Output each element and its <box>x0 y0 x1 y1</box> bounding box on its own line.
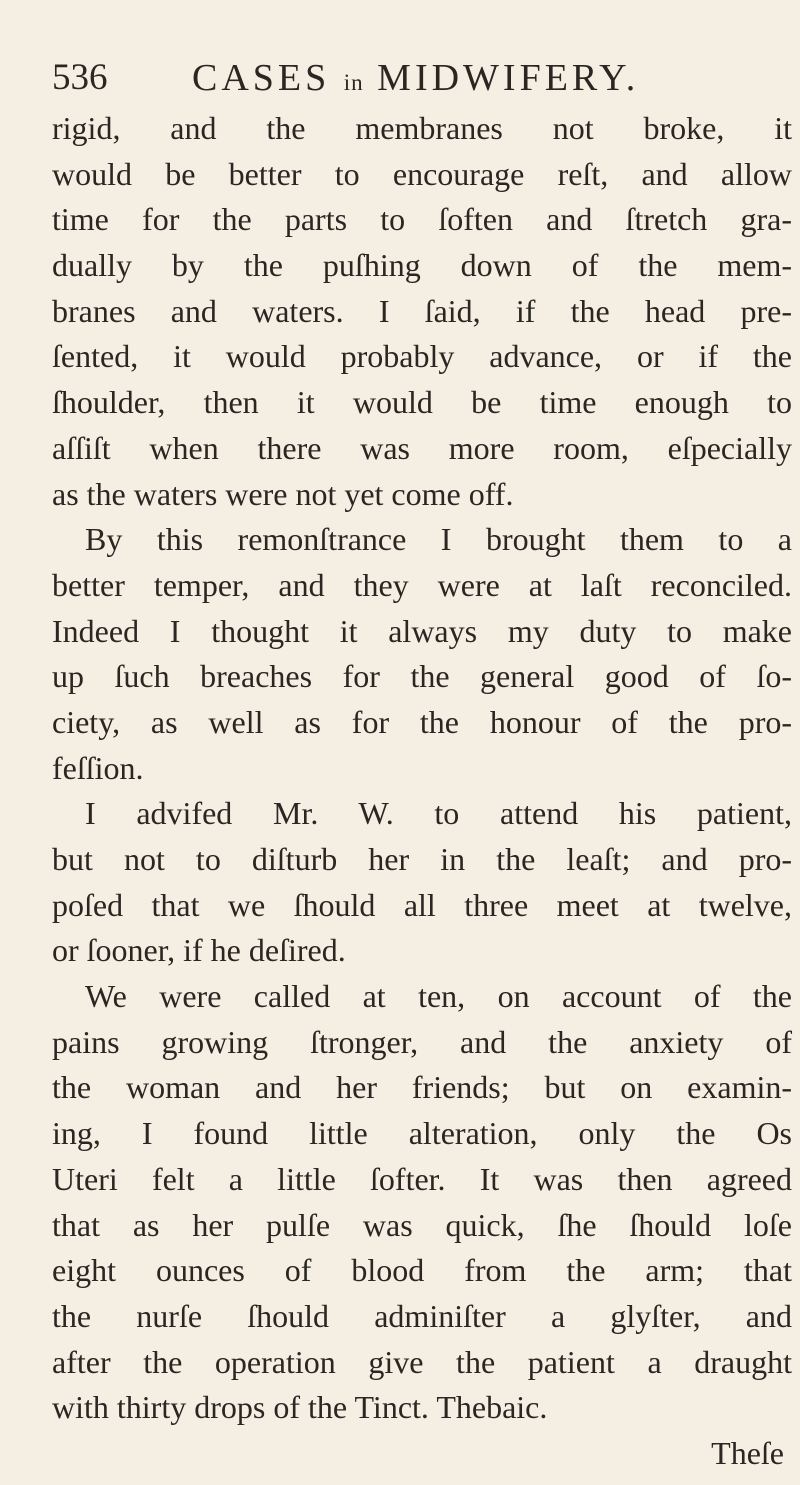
text-line: I advifed Mr. W. to attend his patient, <box>85 795 792 832</box>
title-word-cases: CASES <box>192 57 331 99</box>
text-line: Uteri felt a little ſofter. It was then agreed <box>52 1160 792 1197</box>
text-line: after the operation give the patient a draught <box>52 1343 792 1380</box>
page-number: 536 <box>52 57 108 98</box>
text-line: poſed that we ſhould all three meet at twelve, <box>52 886 792 923</box>
text-line: feſſion. <box>52 749 144 786</box>
body-text <box>52 106 792 1477</box>
text-line: that as her pulſe was quick, ſhe ſhould loſe <box>52 1206 792 1243</box>
text-line: We were called at ten, on account of the <box>85 978 792 1015</box>
text-line: branes and waters. I ſaid, if the head pre- <box>52 292 792 329</box>
text-line: ing, I found little alteration, only the Os <box>52 1115 792 1152</box>
text-line: with thirty drops of the Tinct. Thebaic. <box>52 1389 548 1426</box>
text-line: ſented, it would probably advance, or if the <box>52 338 792 375</box>
text-line: eight ounces of blood from the arm; that <box>52 1252 792 1289</box>
text-line: dually by the puſhing down of the mem- <box>52 247 792 284</box>
text-line: pains growing ſtronger, and the anxiety of <box>52 1023 792 1060</box>
running-header <box>52 52 792 102</box>
text-line: as the waters were not yet come off. <box>52 475 514 512</box>
text-line: ciety, as well as for the honour of the pro- <box>52 703 792 740</box>
title-word-midwifery: MIDWIFERY. <box>377 57 640 99</box>
text-line: would be better to encourage reſt, and allow <box>52 155 792 192</box>
text-line: or ſooner, if he deſired. <box>52 932 346 969</box>
text-line: By this remonſtrance I brought them to a <box>85 521 792 558</box>
text-line: but not to diſturb her in the leaſt; and pro- <box>52 841 792 877</box>
catchword: Theſe <box>711 1434 784 1471</box>
text-line: ſhoulder, then it would be time enough to <box>52 384 792 421</box>
text-line: rigid, and the membranes not broke, it <box>52 110 792 146</box>
title-word-in: in <box>343 70 364 95</box>
text-line: Indeed I thought it always my duty to make <box>52 612 792 649</box>
running-title <box>192 56 639 100</box>
text-line: up ſuch breaches for the general good of ſo- <box>52 658 792 695</box>
text-line: aſſiſt when there was more room, eſpecially <box>52 429 792 466</box>
text-line: time for the parts to ſoften and ſtretch gra- <box>52 201 792 238</box>
text-line: the woman and her friends; but on examin- <box>52 1069 792 1106</box>
text-line: the nurſe ſhould adminiſter a glyſter, and <box>52 1297 792 1334</box>
text-line: better temper, and they were at laſt reconciled. <box>52 566 792 603</box>
